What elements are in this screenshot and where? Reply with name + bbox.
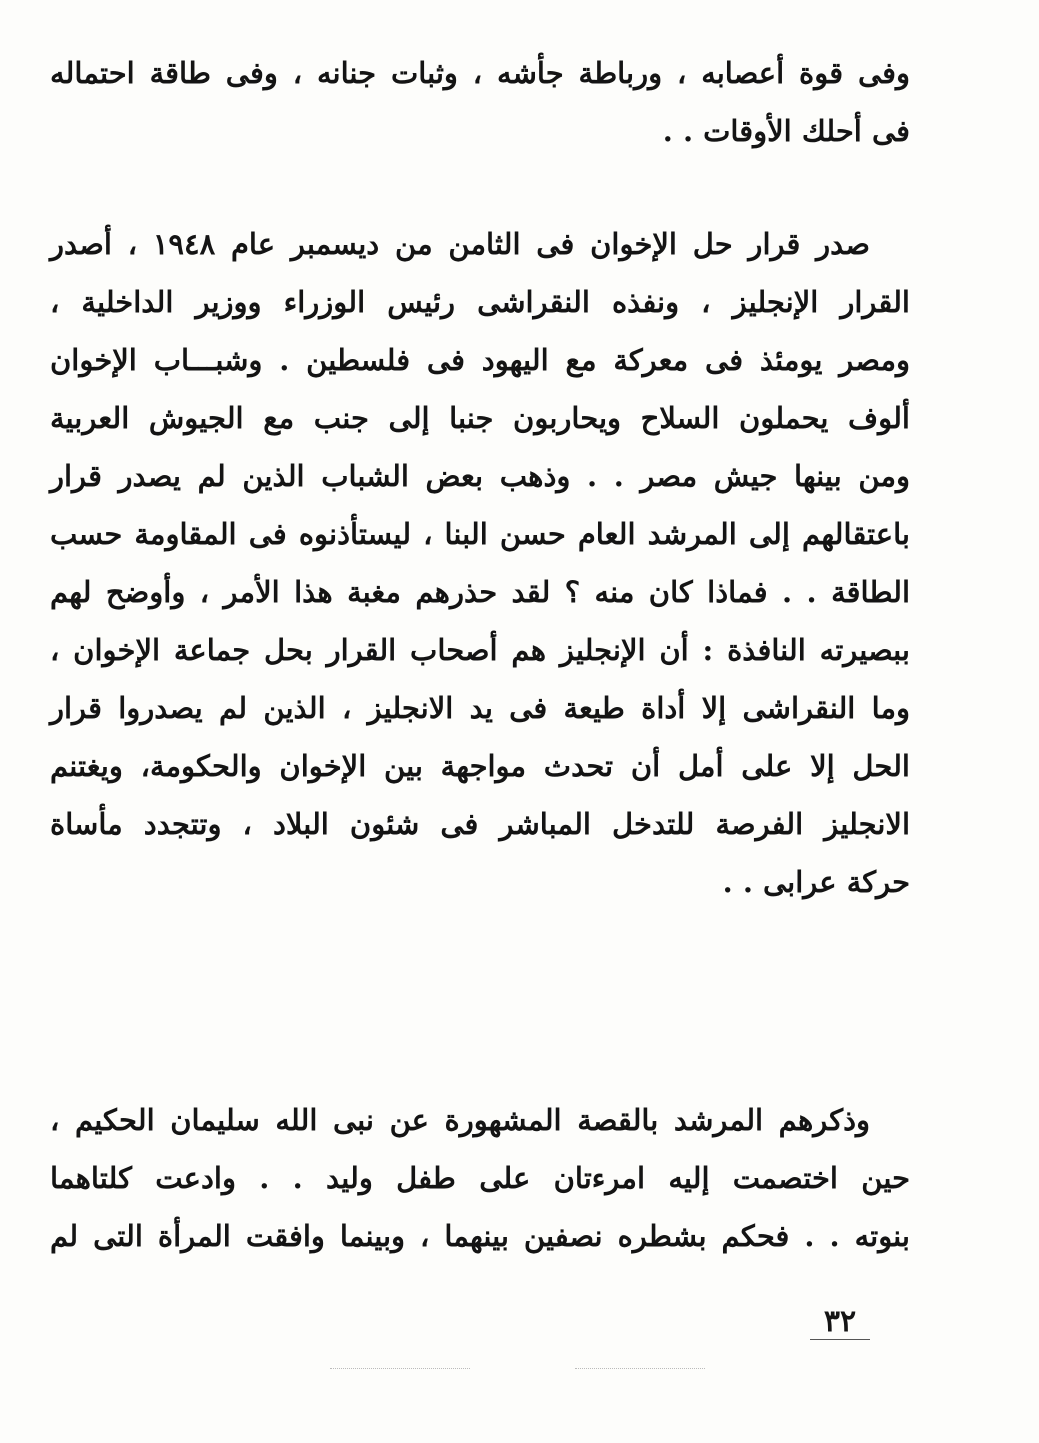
- page-number: ٣٢: [810, 1304, 870, 1340]
- text-line: حركة عرابى . .: [722, 865, 910, 899]
- text-line: بنوته . . فحكم بشطره نصفين بينهما ، وبينما وافقت المرأة التى لم: [50, 1219, 910, 1253]
- paragraph-1: [50, 44, 910, 160]
- text-line: ومصر يومئذ فى معركة مع اليهود فى فلسطين . وشبـــاب الإخوان: [50, 343, 910, 377]
- paragraph-3: [50, 1091, 910, 1265]
- scan-artifact-rule: [330, 1368, 470, 1369]
- text-line: ببصيرته النافذة : أن الإنجليز هم أصحاب القرار بحل جماعة الإخوان ،: [50, 633, 910, 667]
- text-line: الطاقة . . فماذا كان منه ؟ لقد حذرهم مغبة هذا الأمر ، وأوضح لهم: [50, 575, 910, 609]
- text-line: الحل إلا على أمل أن تحدث مواجهة بين الإخوان والحكومة، ويغتنم: [50, 749, 910, 783]
- paragraph-2: [50, 215, 910, 911]
- text-line: حين اختصمت إليه امرءتان على طفل وليد . . وادعت كلتاهما: [50, 1161, 910, 1195]
- text-line: باعتقالهم إلى المرشد العام حسن البنا ، ليستأذنوه فى المقاومة حسب: [50, 517, 910, 551]
- text-line: صدر قرار حل الإخوان فى الثامن من ديسمبر عام ١٩٤٨ ، أصدر: [50, 227, 871, 261]
- text-line: ومن بينها جيش مصر . . وذهب بعض الشباب الذين لم يصدر قرار: [50, 459, 910, 493]
- text-line: ألوف يحملون السلاح ويحاربون جنبا إلى جنب مع الجيوش العربية: [50, 401, 910, 435]
- text-line: وفى قوة أعصابه ، ورباطة جأشه ، وثبات جنانه ، وفى طاقة احتماله: [50, 56, 910, 90]
- text-line: وما النقراشى إلا أداة طيعة فى يد الانجليز ، الذين لم يصدروا قرار: [50, 691, 910, 725]
- scan-artifact-rule: [575, 1368, 705, 1369]
- text-line: الانجليز الفرصة للتدخل المباشر فى شئون البلاد ، وتتجدد مأساة: [50, 807, 910, 841]
- text-line: وذكرهم المرشد بالقصة المشهورة عن نبى الله سليمان الحكيم ،: [50, 1103, 870, 1137]
- text-line: فى أحلك الأوقات . .: [662, 114, 910, 148]
- text-line: القرار الإنجليز ، ونفذه النقراشى رئيس الوزراء ووزير الداخلية ،: [50, 285, 910, 319]
